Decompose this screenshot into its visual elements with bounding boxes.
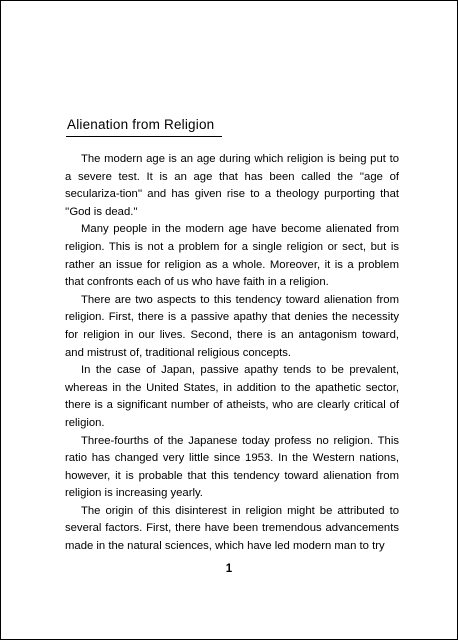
paragraph-6: The origin of this disinterest in religion might be attributed to several factors. First, there have been tremendous advancements made in the natural sciences, which have led modern man to try bbox=[65, 504, 399, 553]
chapter-heading: Alienation from Religion bbox=[67, 117, 215, 132]
paragraph-2: Many people in the modern age have become alienated from religion. This is not a problem for a single religion or sect, but is rather an issue for religion as a whole. Moreover, it is a problem that confronts each of us who have faith in a religion. bbox=[65, 223, 399, 289]
heading-underline bbox=[66, 136, 222, 137]
body-text bbox=[65, 151, 399, 556]
paragraph-3: There are two aspects to this tendency toward alienation from religion. First, there is a passive apathy that denies the necessity for religion in our lives. Second, there is an antagonism toward, and mistrust of, traditional religious concepts. bbox=[65, 293, 399, 359]
paragraph-5: Three-fourths of the Japanese today profess no religion. This ratio has changed very little since 1953. In the Western nations, however, it is probable that this tendency toward alienation from religion is increasing yearly. bbox=[65, 434, 399, 500]
paragraph-4: In the case of Japan, passive apathy tends to be prevalent, whereas in the United States, in addition to the apathetic sector, there is a significant number of atheists, who are clearly critical of religion. bbox=[65, 364, 399, 429]
paragraph-1: The modern age is an age during which religion is being put to a severe test. It is an age that has been called the ''age of seculariza-tion'' and has given rise to a theology purporting that ''God is dead.'' bbox=[65, 153, 399, 218]
page-number: 1 bbox=[225, 563, 233, 575]
